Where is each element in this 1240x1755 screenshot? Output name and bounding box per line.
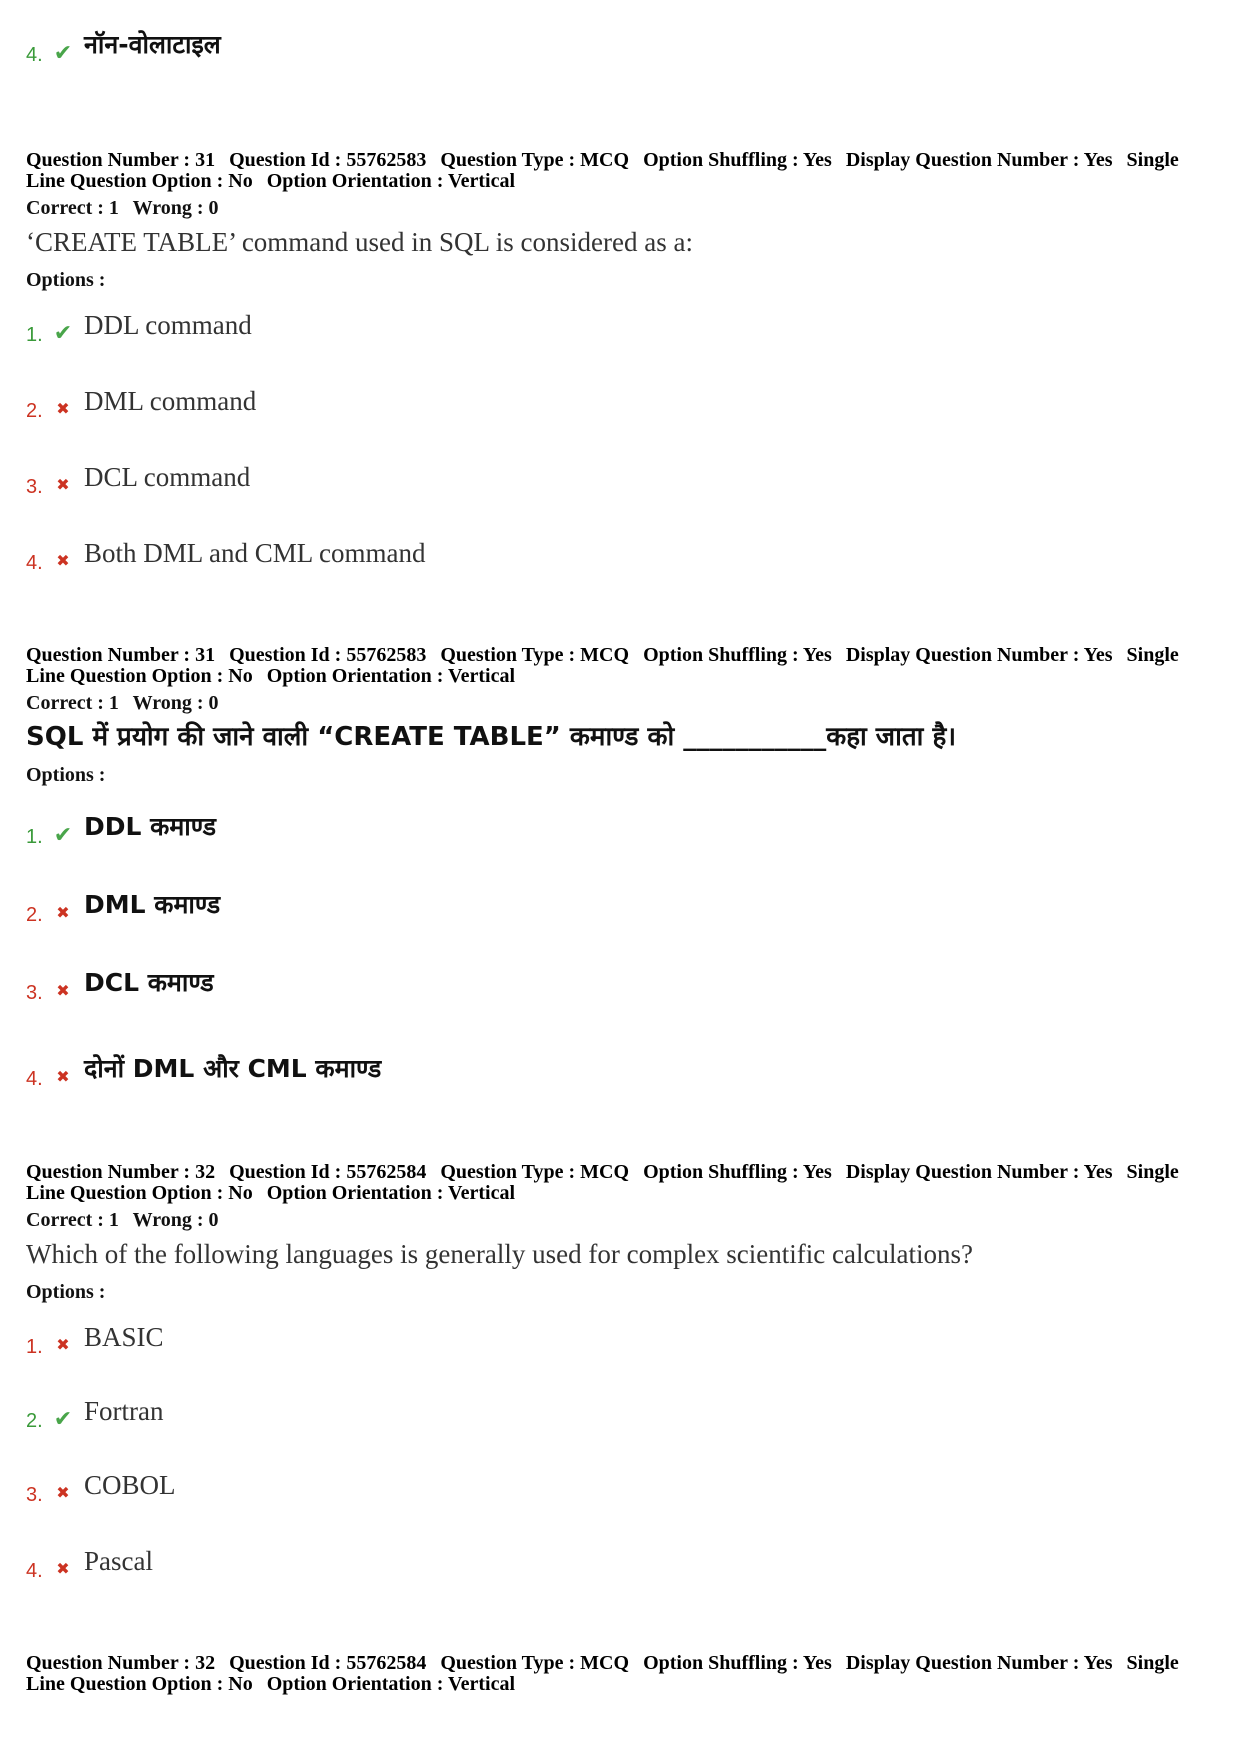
meta-item: Question Number : 32 [26, 1161, 216, 1183]
meta-item: Question Number : 32 [26, 1652, 216, 1674]
option-row [26, 968, 214, 1004]
option-number: 2. [26, 400, 43, 422]
wrong-marks: Wrong : 0 [132, 197, 219, 219]
option-number: 4. [26, 1560, 43, 1582]
option-row [26, 310, 252, 346]
correct-marks: Correct : 1 [26, 692, 119, 714]
cross-icon: ✖ [56, 475, 70, 494]
cross-icon: ✖ [56, 1559, 70, 1578]
meta-item: Question Type : MCQ [440, 1652, 630, 1674]
check-icon: ✔ [53, 823, 73, 848]
marks-line [26, 197, 1221, 219]
option-number: 2. [26, 1410, 43, 1432]
option-number: 4. [26, 1068, 43, 1090]
check-icon: ✔ [53, 321, 73, 346]
meta-item: Question Type : MCQ [440, 149, 630, 171]
check-icon: ✔ [53, 41, 73, 66]
option-row [26, 1546, 153, 1582]
option-number: 4. [26, 552, 43, 574]
option-row [26, 386, 256, 422]
question-text: SQL में प्रयोग की जाने वाली “CREATE TABLE” कमाण्ड को ___________कहा जाता है। [26, 722, 957, 752]
meta-item: Option Shuffling : Yes [643, 1161, 832, 1183]
meta-item: Display Question Number : Yes [845, 644, 1113, 666]
meta-item: Option Orientation : Vertical [266, 1673, 516, 1695]
meta-item: Question Number : 31 [26, 149, 216, 171]
meta-item: Question Type : MCQ [440, 644, 630, 666]
cross-icon: ✖ [56, 1483, 70, 1502]
option-text: DML command [84, 386, 257, 416]
option-number: 3. [26, 476, 43, 498]
marks-line [26, 1209, 1221, 1231]
question-text: Which of the following languages is generally used for complex scientific calculations? [26, 1239, 973, 1269]
option-text: BASIC [84, 1322, 164, 1352]
correct-marks: Correct : 1 [26, 1209, 119, 1231]
meta-item: Display Question Number : Yes [845, 149, 1113, 171]
meta-item: Display Question Number : Yes [845, 1161, 1113, 1183]
meta-item: Question Id : 55762583 [229, 644, 427, 666]
correct-marks: Correct : 1 [26, 197, 119, 219]
option-row [26, 30, 221, 66]
option-row [26, 538, 425, 574]
option-text: नॉन-वोलाटाइल [84, 30, 221, 59]
option-row [26, 1470, 176, 1506]
option-text: DDL command [84, 310, 252, 340]
option-text: दोनों DML और CML कमाण्ड [84, 1054, 382, 1083]
option-text: Fortran [84, 1396, 164, 1426]
option-text: DCL command [84, 462, 251, 492]
meta-item: Single Line Question Option : No [26, 644, 1179, 687]
meta-item: Single Line Question Option : No [26, 1161, 1179, 1204]
meta-item: Option Orientation : Vertical [266, 1182, 516, 1204]
wrong-marks: Wrong : 0 [132, 692, 219, 714]
option-text: COBOL [84, 1470, 176, 1500]
options-label: Options : [26, 764, 106, 786]
option-row [26, 1322, 164, 1358]
meta-item: Question Id : 55762583 [229, 149, 427, 171]
meta-item: Option Shuffling : Yes [643, 644, 832, 666]
meta-item: Single Line Question Option : No [26, 1652, 1179, 1695]
option-text: DDL कमाण्ड [84, 812, 217, 841]
check-icon: ✔ [53, 1407, 73, 1432]
option-row [26, 462, 250, 498]
option-row [26, 890, 220, 926]
meta-item: Option Orientation : Vertical [266, 665, 516, 687]
option-number: 4. [26, 44, 43, 66]
cross-icon: ✖ [56, 399, 70, 418]
cross-icon: ✖ [56, 981, 70, 1000]
meta-item: Option Orientation : Vertical [266, 170, 516, 192]
cross-icon: ✖ [56, 1335, 70, 1354]
question-meta [26, 150, 1221, 192]
option-row [26, 812, 216, 848]
option-number: 1. [26, 324, 43, 346]
option-number: 3. [26, 1484, 43, 1506]
meta-item: Question Id : 55762584 [229, 1652, 427, 1674]
meta-item: Single Line Question Option : No [26, 149, 1179, 192]
meta-item: Question Type : MCQ [440, 1161, 630, 1183]
options-label: Options : [26, 1281, 106, 1303]
meta-item: Option Shuffling : Yes [643, 149, 832, 171]
option-text: Both DML and CML command [84, 538, 426, 568]
option-text: DCL कमाण्ड [84, 968, 214, 997]
option-row [26, 1054, 381, 1090]
cross-icon: ✖ [56, 551, 70, 570]
option-text: DML कमाण्ड [84, 890, 221, 919]
question-meta [26, 1162, 1221, 1204]
question-text: ‘CREATE TABLE’ command used in SQL is considered as a: [26, 227, 693, 257]
meta-item: Question Id : 55762584 [229, 1161, 427, 1183]
cross-icon: ✖ [56, 903, 70, 922]
question-meta [26, 1653, 1221, 1695]
meta-item: Question Number : 31 [26, 644, 216, 666]
wrong-marks: Wrong : 0 [132, 1209, 219, 1231]
question-block [26, 1653, 1221, 1695]
options-label: Options : [26, 269, 106, 291]
meta-item: Display Question Number : Yes [845, 1652, 1113, 1674]
option-text: Pascal [84, 1546, 153, 1576]
option-number: 1. [26, 826, 43, 848]
marks-line [26, 692, 1221, 714]
meta-item: Option Shuffling : Yes [643, 1652, 832, 1674]
option-number: 2. [26, 904, 43, 926]
question-block [26, 1162, 1221, 1303]
option-row [26, 1396, 163, 1432]
option-number: 3. [26, 982, 43, 1004]
question-block [26, 645, 1221, 786]
option-number: 1. [26, 1336, 43, 1358]
question-block [26, 150, 1221, 291]
cross-icon: ✖ [56, 1067, 70, 1086]
question-meta [26, 645, 1221, 687]
